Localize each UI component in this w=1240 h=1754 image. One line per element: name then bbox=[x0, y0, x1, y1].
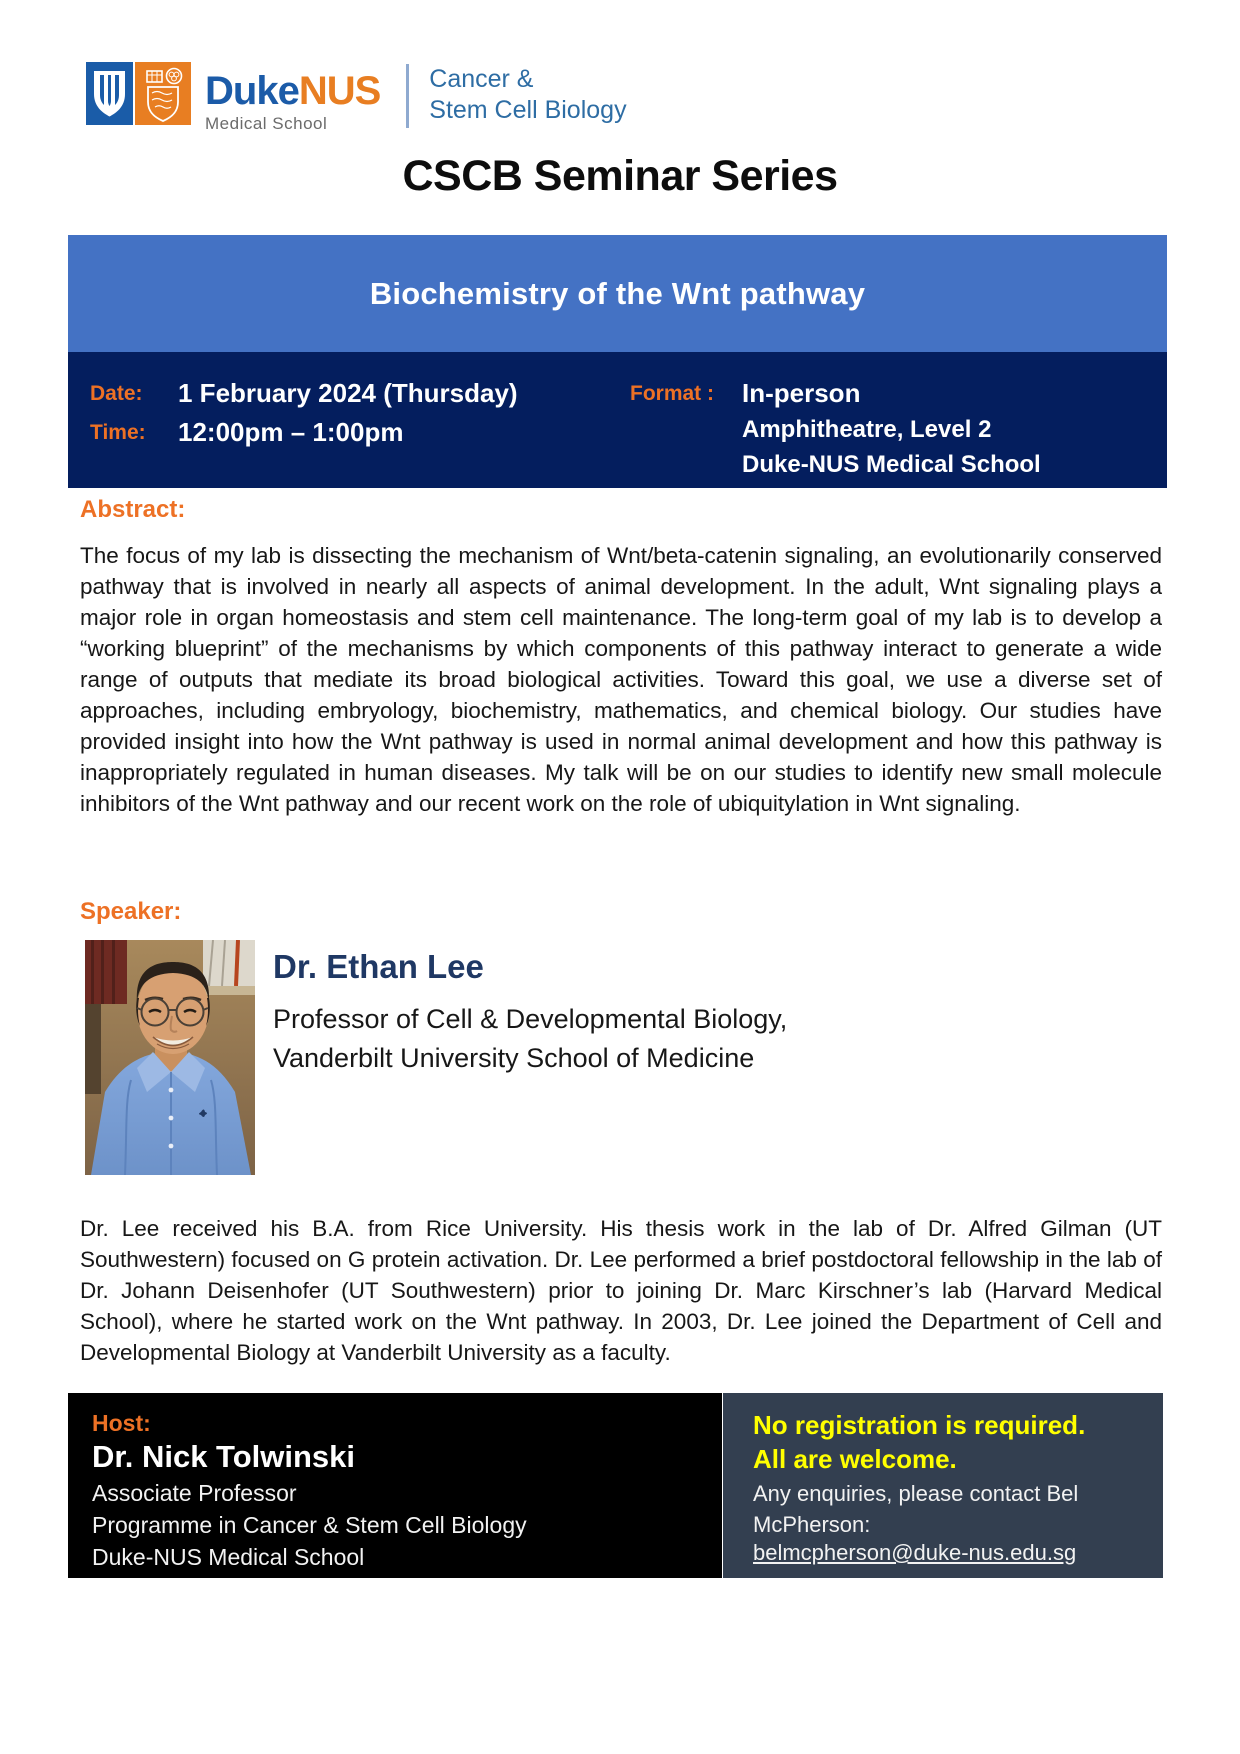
speaker-info bbox=[273, 948, 787, 1078]
host-name: Dr. Nick Tolwinski bbox=[92, 1439, 356, 1474]
format-values bbox=[742, 378, 1041, 488]
time-label: Time: bbox=[90, 421, 146, 444]
logo-subtitle: Medical School bbox=[205, 114, 328, 133]
format-label: Format : bbox=[630, 382, 714, 405]
nus-crest-icon bbox=[135, 62, 191, 125]
speaker-title-line1: Professor of Cell & Developmental Biology, bbox=[273, 1004, 788, 1034]
logo-crests bbox=[86, 62, 191, 125]
speaker-name: Dr. Ethan Lee bbox=[273, 948, 484, 985]
logo-divider bbox=[406, 64, 409, 128]
venue-line2: Duke-NUS Medical School bbox=[742, 451, 1041, 478]
host-panel bbox=[68, 1393, 722, 1578]
logo-wordmark bbox=[205, 71, 380, 134]
abstract-label: Abstract: bbox=[80, 496, 186, 523]
department-name bbox=[429, 64, 626, 127]
speaker-label: Speaker: bbox=[80, 898, 182, 925]
host-label: Host: bbox=[92, 1410, 151, 1436]
time-row bbox=[90, 417, 630, 448]
date-label: Date: bbox=[90, 382, 143, 405]
date-row bbox=[90, 378, 630, 409]
department-line1: Cancer & bbox=[429, 65, 534, 93]
seminar-title-banner bbox=[68, 235, 1167, 352]
speaker-title bbox=[273, 1000, 787, 1078]
header-logo bbox=[86, 62, 627, 134]
format-column bbox=[630, 378, 1041, 488]
footer bbox=[68, 1393, 1163, 1578]
date-value: 1 February 2024 (Thursday) bbox=[178, 378, 518, 408]
speaker-bio: Dr. Lee received his B.A. from Rice University. His thesis work in the lab of Dr. Alfred Gilman (UT Southwestern) focused on G protein activation. Dr. Lee performed a brief postdoctoral fellowship in the lab of Dr. Johann Deisenhofer (UT Southwestern) prior to joining Dr. Marc Kirschner’s lab (Harvard Medical School), where he started work on the Wnt pathway. In 2003, Dr. Lee joined the Department of Cell and Developmental Biology at Vanderbilt University as a faculty. bbox=[80, 1216, 1162, 1365]
registration-line2: All are welcome. bbox=[753, 1444, 957, 1475]
registration-panel bbox=[723, 1393, 1163, 1578]
date-time-column bbox=[90, 378, 630, 488]
department-line2: Stem Cell Biology bbox=[429, 96, 627, 125]
host-line3: Duke-NUS Medical School bbox=[92, 1544, 365, 1570]
page-title: CSCB Seminar Series bbox=[402, 152, 838, 200]
time-value: 12:00pm – 1:00pm bbox=[178, 417, 404, 447]
contact-line1: Any enquiries, please contact Bel bbox=[753, 1480, 1079, 1506]
venue-line1: Amphitheatre, Level 2 bbox=[742, 416, 992, 443]
format-value: In-person bbox=[742, 378, 861, 408]
host-line1: Associate Professor bbox=[92, 1480, 297, 1506]
event-info-bar bbox=[68, 352, 1167, 488]
logo-duke-text: Duke bbox=[205, 69, 299, 113]
speaker-title-line2: Vanderbilt University School of Medicine bbox=[273, 1043, 755, 1074]
logo-name bbox=[205, 71, 380, 111]
speaker-photo bbox=[85, 940, 255, 1175]
logo-nus-text: NUS bbox=[298, 69, 381, 113]
contact-line2: McPherson: bbox=[753, 1512, 871, 1538]
abstract-text: The focus of my lab is dissecting the mechanism of Wnt/beta-catenin signaling, an evolutionarily conserved pathway that is involved in nearly all aspects of animal development. In the adult, Wnt signaling plays a major role in organ homeostasis and stem cell maintenance. The long-term goal of my lab is to develop a “working blueprint” of the mechanisms by which components of this pathway interact to generate a wide range of outputs that mediate its broad biological activities. Toward this goal, we use a diverse set of approaches, including embryology, biochemistry, mathematics, and chemical biology. Our studies have provided insight into how the Wnt pathway is used in normal animal development and how this pathway is inappropriately regulated in human diseases. My talk will be on our studies to identify new small molecule inhibitors of the Wnt pathway and our recent work on the role of ubiquitylation in Wnt signaling. bbox=[80, 543, 1162, 816]
host-line2: Programme in Cancer & Stem Cell Biology bbox=[92, 1512, 527, 1538]
duke-shield-icon bbox=[86, 62, 133, 125]
registration-line1: No registration is required. bbox=[753, 1410, 1086, 1440]
contact-email-link[interactable]: belmcpherson@duke-nus.edu.sg bbox=[753, 1540, 1077, 1565]
seminar-title: Biochemistry of the Wnt pathway bbox=[369, 275, 866, 311]
